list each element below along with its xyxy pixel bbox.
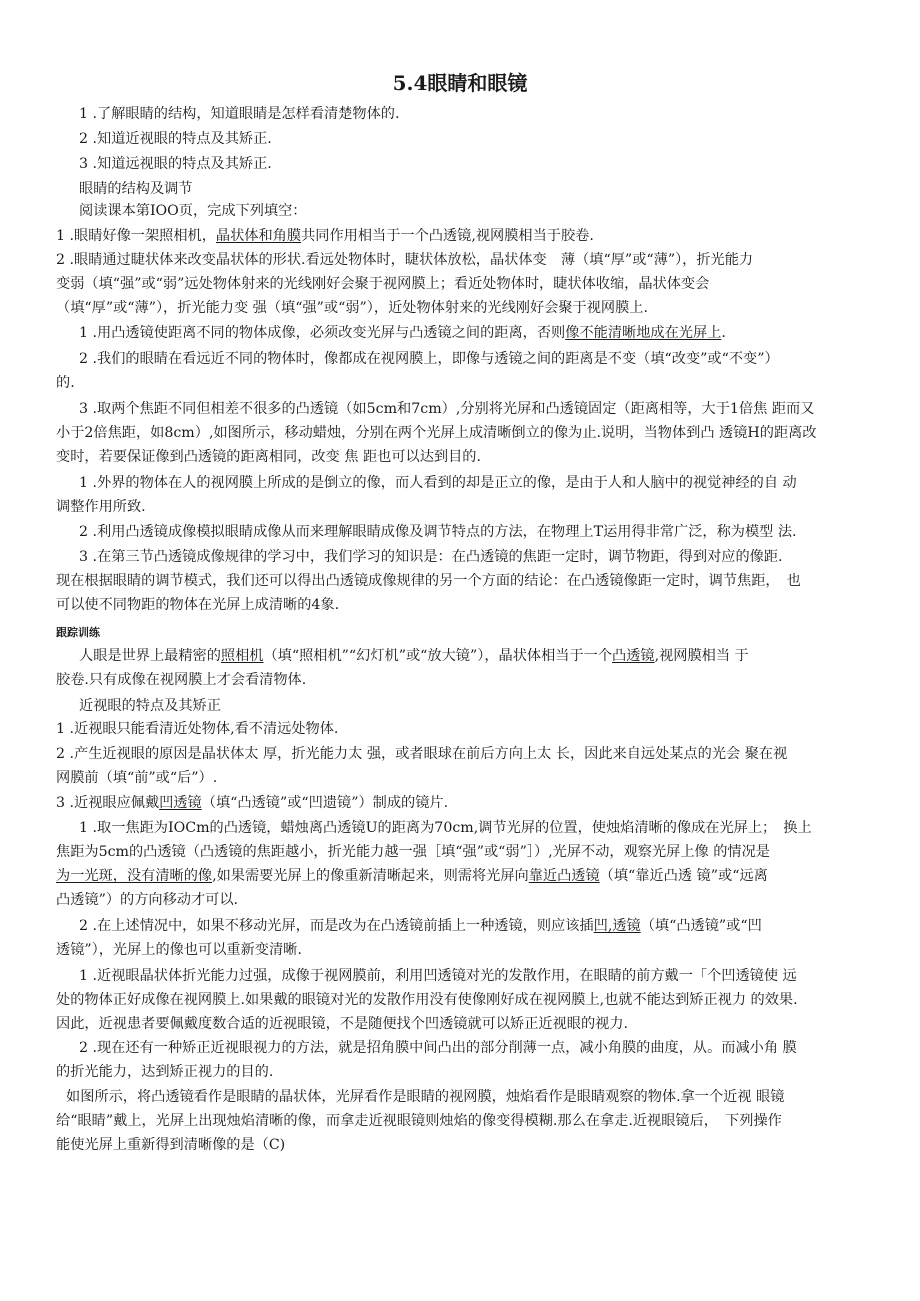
note-1-line-1: 1 .外界的物体在人的视网膜上所成的是倒立的像，而人看到的却是正立的像，是由于人和人脑中的视觉神经的自 动 [79,475,797,491]
tracking-line-1 [79,646,749,666]
exploration-3-line-2: 小于2倍焦距，如8cm）,如图所示，移动蜡烛，分别在两个光屏上成清晰倒立的像为止.说明，当物体到凸 透镜H的距离改 [56,425,817,441]
objective-2: 2 .知道近视眼的特点及其矫正. [79,131,272,147]
text-segment: 共同作用相当于一个凸透镜,视网膜相当于胶卷. [301,228,594,244]
answer-camera: 照相机 [220,648,264,664]
answer-convex-lens: 凸透镜 [612,648,655,664]
exploration-2-line-2: 的. [56,375,75,391]
exploration-3-line-1: 3 .取两个焦距不同但相差不很多的凸透镜（如5cm和7cm）,分别将光屏和凸透镜固定（距离相等，大于1倍焦 距而又 [79,401,815,417]
text-segment: （填“靠近凸透 镜”或“远离 [599,868,768,884]
exploration-2-line-1: 2 .我们的眼睛在看远近不同的物体时，像都成在视网膜上，即像与透镜之间的距离是不变（填“改变”或“不变”） [79,351,779,367]
page-title: 5.4眼睛和眼镜 [392,71,528,95]
experiment-1-line-3 [56,866,768,886]
fill-question-2-line-3: （填“厚”或“薄”），折光能力变 强（填“强”或“弱”），近处物体射来的光线刚好会聚于视网膜上. [56,300,648,316]
fill-question-1 [56,226,594,246]
myopia-note-1-line-2: 处的物体正好成像在视网膜上.如果戴的眼镜对光的发散作用没有使像刚好成在视网膜上,也就不能达到矫正视力 的效果. [56,992,798,1008]
tracking-line-2: 胶卷.只有成像在视网膜上才会看清物体. [56,672,307,688]
reading-instruction: 阅读课本第IOO页，完成下列填空： [79,203,307,219]
text-segment: . [721,325,726,341]
answer-image-not-clear: 像不能清晰地成在光屏上 [565,325,722,341]
text-segment: 2 .在上述情况中，如果不移动光屏，而是改为在凸透镜前插上一种透镜，则应该插 [79,918,594,934]
exploration-1 [79,323,726,343]
note-1-line-2: 调整作用所致. [56,499,146,515]
text-segment: 1 .眼睛好像一架照相机， [56,228,216,244]
text-segment: （填“凸透镜”或“凹遗镜”）制成的镜片. [201,795,449,811]
answer-lens-cornea: 晶状体和角膜 [215,228,302,244]
myopia-note-1-line-3: 因此，近视患者要佩戴度数合适的近视眼镜，不是随便找个凹透镜就可以矫正近视眼的视力. [56,1016,629,1032]
answer-light-spot: 为一光斑，没有清晰的像 [56,868,213,884]
text-segment: 3 .近视眼应佩戴 [56,795,160,811]
note-3-line-2: 现在根据眼睛的调节模式，我们还可以得出凸透镜成像规律的另一个方面的结论：在凸透镜像距一定时，调节焦距， 也 [56,573,801,589]
fill-question-2-line-1: 2 .眼睛通过睫状体来改变晶状体的形状.看远处物体时，睫状体放松，晶状体变 薄（填“厚”或“薄”），折光能力 [56,252,754,268]
experiment-1-line-1: 1 .取一焦距为IOCm的凸透镜，蜡烛离凸透镜U的距离为70cm,调节光屏的位置，使烛焰清晰的像成在光屏上； 换上 [79,820,812,836]
answer-toward-lens: 靠近凸透镜 [528,868,600,884]
fill-question-2-line-2: 变弱（填“强”或“弱”远处物体射来的光线刚好会聚于视网膜上；看近处物体时，睫状体收缩，晶状体变会 [56,276,710,292]
practice-problem-line-3: 能使光屏上重新得到清晰像的是（C) [56,1137,286,1153]
section-heading-eye-structure: 眼睛的结构及调节 [79,181,193,197]
text-segment: ,如果需要光屏上的像重新清晰起来，则需将光屏向 [212,868,529,884]
text-segment: ,视网膜相当 于 [654,648,749,664]
practice-problem-line-2: 给“眼睛”戴上，光屏上出现烛焰清晰的像，而拿走近视眼镜则烛焰的像变得模糊.那么在拿走.近视眼镜后， 下列操作 [56,1113,782,1129]
section-heading-myopia: 近视眼的特点及其矫正 [79,698,221,714]
objective-3: 3 .知道远视眼的特点及其矫正. [79,156,272,172]
experiment-2-line-2: 透镜”），光屏上的像也可以重新变清晰. [56,942,302,958]
myopia-question-2-line-2: 网膜前（填“前”或“后”）. [56,770,218,786]
experiment-1-line-2: 焦距为5cm的凸透镜（凸透镜的焦距越小，折光能力越一强［填“强”或“弱”］）,光屏不动，观察光屏上像 的情况是 [56,844,770,860]
text-segment: 1 .用凸透镜使距离不同的物体成像，必须改变光屏与凸透镜之间的距离，否则 [79,325,566,341]
answer-concave: 凹,透镜 [593,918,641,934]
text-segment: 人眼是世界上最精密的 [79,648,221,664]
myopia-note-2-line-2: 的折光能力，达到矫正视力的目的. [56,1064,274,1080]
practice-problem-line-1: 如图所示，将凸透镜看作是眼睛的晶状体，光屏看作是眼睛的视网膜，烛焰看作是眼睛观察的物体.拿一个近视 眼镜 [66,1089,785,1105]
myopia-note-1-line-1: 1 .近视眼晶状体折光能力过强，成像于视网膜前，利用凹透镜对光的发散作用，在眼睛的前方戴一「个凹透镜使 远 [79,968,797,984]
answer-concave-lens: 凹透镜 [159,795,202,811]
note-2: 2 .利用凸透镜成像模拟眼睛成像从而来理解眼睛成像及调节特点的方法，在物理上T运用得非常广泛，称为模型 法. [79,524,797,540]
exploration-3-line-3: 变时，若要保证像到凸透镜的距离相同，改变 焦 距也可以达到目的. [56,449,481,465]
myopia-question-2-line-1: 2 .产生近视眼的原因是晶状体太 厚，折光能力太 强，或者眼球在前后方向上太 长，因此来自远处某点的光会 聚在视 [56,746,788,762]
myopia-question-3 [56,793,448,813]
note-3-line-1: 3 .在第三节凸透镜成像规律的学习中，我们学习的知识是：在凸透镜的焦距一定时，调节物距，得到对应的像距. [79,549,783,565]
text-segment: （填“照相机”“幻灯机”或“放大镜”），晶状体相当于一个 [263,648,613,664]
tracking-training-heading: 跟踪训练 [56,626,100,639]
experiment-2-line-1 [79,916,762,936]
text-segment: （填“凸透镜”或“凹 [640,918,762,934]
myopia-question-1: 1 .近视眼只能看清近处物体,看不清远处物体. [56,721,339,737]
myopia-note-2-line-1: 2 .现在还有一种矫正近视眼视力的方法，就是招角膜中间凸出的部分削薄一点，减小角膜的曲度，从。而减小角 膜 [79,1040,797,1056]
note-3-line-3: 可以使不同物距的物体在光屏上成清晰的4象. [56,597,340,613]
objective-1: 1 .了解眼睛的结构，知道眼睛是怎样看清楚物体的. [79,106,400,122]
experiment-1-line-4: 凸透镜”）的方向移动才可以. [56,892,239,908]
